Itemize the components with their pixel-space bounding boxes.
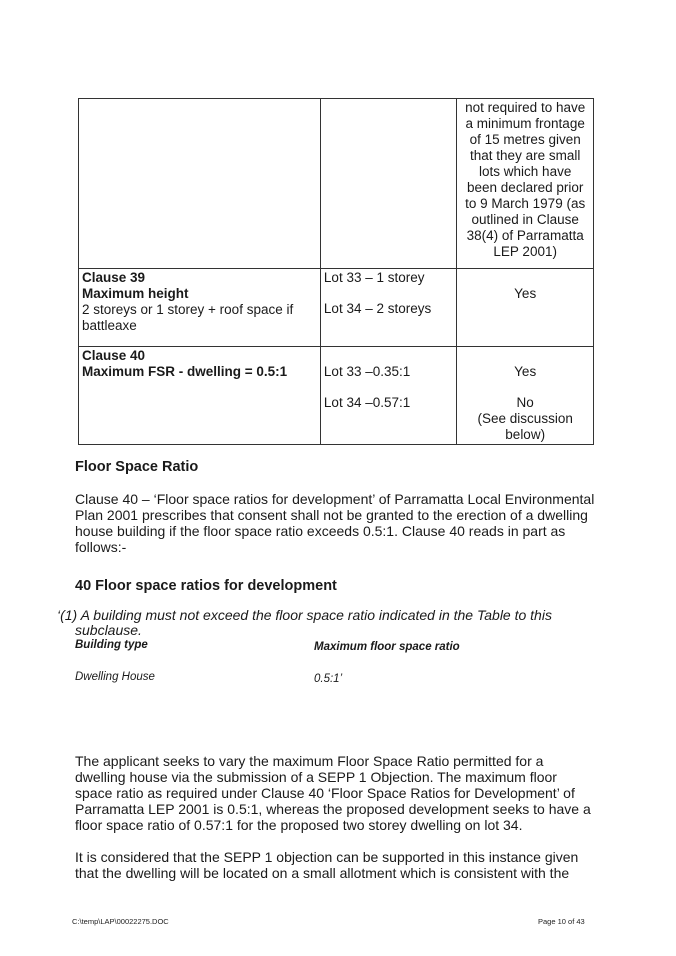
footer-file-path: C:\temp\LAP\00022275.DOC <box>72 917 169 926</box>
compliance-note: (See discussion <box>477 411 573 426</box>
compliance-value: Yes <box>514 364 537 379</box>
lot-value: Lot 33 –0.35:1 <box>323 364 411 379</box>
cell-line: been declared prior <box>467 180 584 195</box>
quote-table-value: 0.5:1’ <box>314 673 343 685</box>
clause-number: Clause 39 <box>82 270 146 285</box>
quoted-clause: subclause. <box>75 622 142 638</box>
lot-value: Lot 33 – 1 storey <box>323 270 425 285</box>
clause-title: Maximum FSR - dwelling = 0.5:1 <box>82 364 288 379</box>
clause-heading: 40 Floor space ratios for development <box>75 578 337 594</box>
footer-page-number: Page 10 of 43 <box>538 917 585 926</box>
table-cell <box>79 269 321 347</box>
cell-line: not required to have <box>465 100 586 115</box>
clause-title: Maximum height <box>82 286 189 301</box>
cell-line: outlined in Clause <box>471 212 579 227</box>
compliance-value: No <box>516 395 534 410</box>
table-cell <box>320 269 456 347</box>
table-row <box>79 269 594 347</box>
cell-line: of 15 metres given <box>469 132 581 147</box>
section-heading: Floor Space Ratio <box>75 459 199 475</box>
table-cell <box>457 347 594 445</box>
table-row <box>79 347 594 445</box>
paragraph: Clause 40 – ‘Floor space ratios for development’ of Parramatta Local Environmental Plan 2001 prescribes that consent shall not be granted to the erection of a dwelling house building if the floor space ratio exceeds 0.5:1. Clause 40 reads in part as follows:- <box>75 491 595 555</box>
quote-table-header: Maximum floor space ratio <box>314 641 460 653</box>
quoted-clause: ‘(1) A building must not exceed the floor space ratio indicated in the Table to this <box>57 607 552 623</box>
clause-number: Clause 40 <box>82 348 146 363</box>
compliance-value: Yes <box>514 286 537 301</box>
table-cell <box>457 99 594 269</box>
quote-table-header: Building type <box>75 639 148 651</box>
table-cell <box>320 99 456 269</box>
cell-line: 38(4) of Parramatta <box>466 228 584 243</box>
table-row <box>79 99 594 269</box>
lot-value: Lot 34 –0.57:1 <box>323 395 411 410</box>
quote-table-value: Dwelling House <box>75 671 155 683</box>
clause-desc: 2 storeys or 1 storey + roof space if battleaxe <box>82 302 294 333</box>
compliance-note: below) <box>505 427 546 442</box>
cell-line: lots which have <box>479 164 572 179</box>
lot-value: Lot 34 – 2 storeys <box>323 301 432 316</box>
paragraph: It is considered that the SEPP 1 objection can be supported in this instance given that the dwelling will be located on a small allotment which is consistent with the <box>75 849 579 881</box>
table-cell <box>79 99 321 269</box>
cell-line: a minimum frontage <box>465 116 585 131</box>
table-cell <box>320 347 456 445</box>
table-cell <box>79 347 321 445</box>
paragraph: The applicant seeks to vary the maximum Floor Space Ratio permitted for a dwelling house via the submission of a SEPP 1 Objection. The maximum floor space ratio as required under Clause 40 ‘Floor Space Ratios for Development’ of Parramatta LEP 2001 is 0.5:1, whereas the proposed development seeks to have a floor space ratio of 0.57:1 for the proposed two storey dwelling on lot 34. <box>75 753 591 833</box>
cell-line: to 9 March 1979 (as <box>465 196 586 211</box>
cell-line: that they are small <box>470 148 581 163</box>
compliance-table <box>78 98 594 445</box>
cell-line: LEP 2001) <box>493 244 557 259</box>
table-cell <box>457 269 594 347</box>
